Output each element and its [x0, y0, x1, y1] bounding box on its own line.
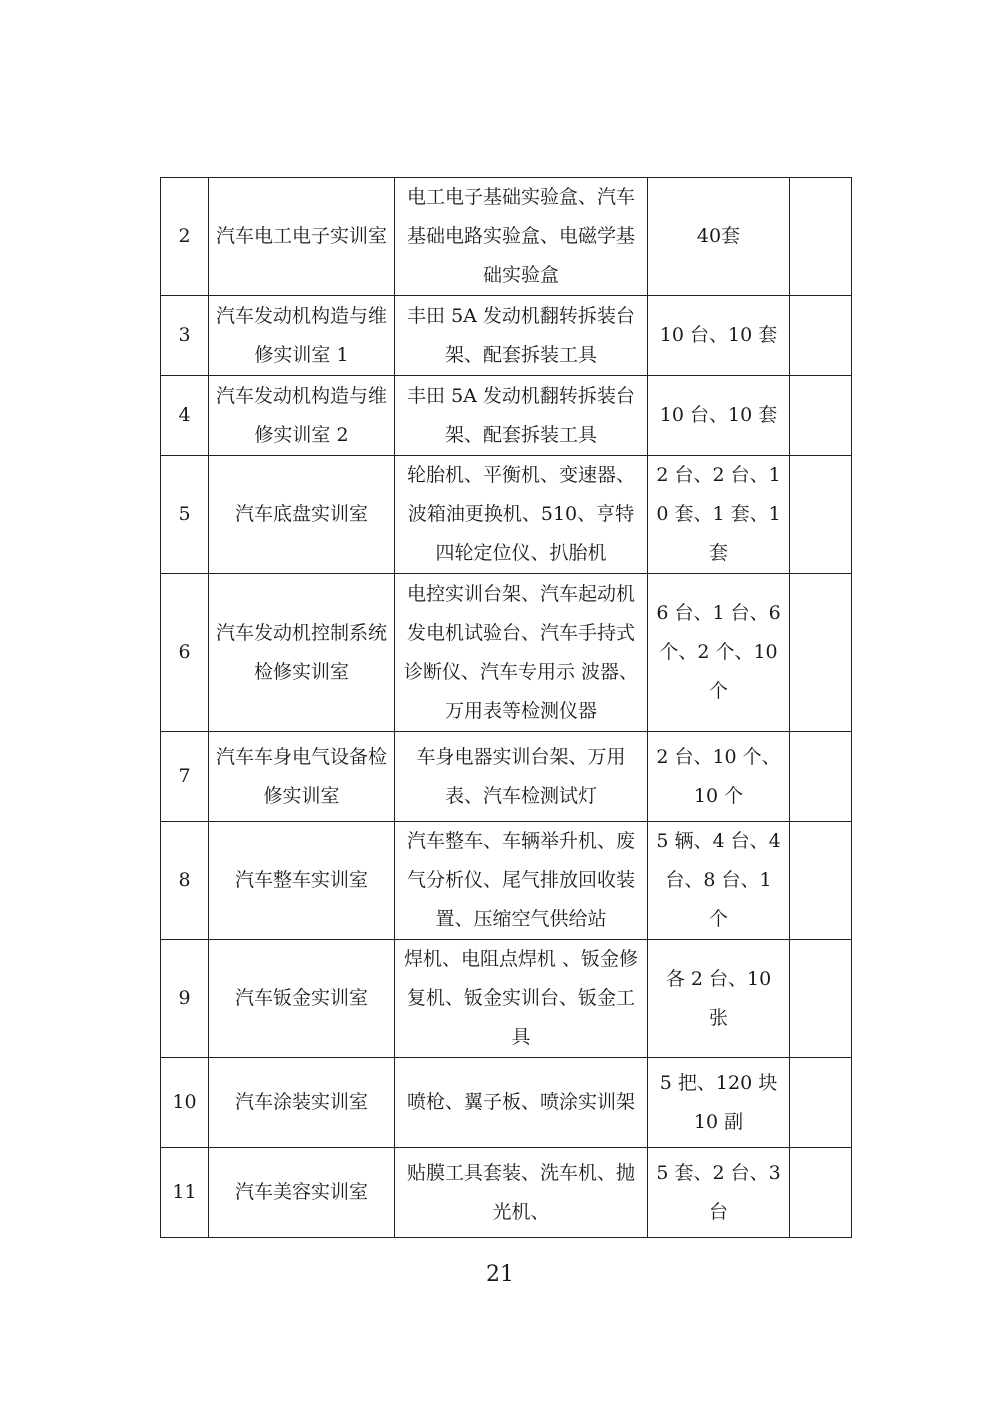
- row-number: 8: [161, 822, 209, 940]
- room-name: 汽车发动机控制系统检修实训室: [209, 574, 395, 732]
- table-row: [161, 296, 852, 376]
- remarks: [790, 1058, 852, 1148]
- row-number: 10: [161, 1058, 209, 1148]
- equipment-list: 贴膜工具套装、洗车机、抛光机、: [395, 1148, 648, 1238]
- row-number: 2: [161, 178, 209, 296]
- equipment-quantity: 5 辆、4 台、4 台、8 台、1 个: [648, 822, 790, 940]
- equipment-list: 焊机、电阻点焊机 、钣金修复机、钣金实训台、钣金工具: [395, 940, 648, 1058]
- equipment-list: 汽车整车、车辆举升机、废气分析仪、尾气排放回收装置、压缩空气供给站: [395, 822, 648, 940]
- remarks: [790, 574, 852, 732]
- row-number: 7: [161, 732, 209, 822]
- equipment-quantity: 5 把、120 块 10 副: [648, 1058, 790, 1148]
- table-row: [161, 732, 852, 822]
- equipment-table: [160, 177, 852, 1238]
- equipment-quantity: 2 台、10 个、10 个: [648, 732, 790, 822]
- table-row: [161, 376, 852, 456]
- table-body: [161, 178, 852, 1238]
- equipment-quantity: 2 台、2 台、10 套、1 套、1 套: [648, 456, 790, 574]
- remarks: [790, 376, 852, 456]
- row-number: 11: [161, 1148, 209, 1238]
- row-number: 9: [161, 940, 209, 1058]
- remarks: [790, 822, 852, 940]
- remarks: [790, 732, 852, 822]
- remarks: [790, 456, 852, 574]
- equipment-quantity: 5 套、2 台、3 台: [648, 1148, 790, 1238]
- table-row: [161, 178, 852, 296]
- room-name: 汽车底盘实训室: [209, 456, 395, 574]
- equipment-list: 丰田 5A 发动机翻转拆装台架、配套拆装工具: [395, 296, 648, 376]
- table-row: [161, 456, 852, 574]
- room-name: 汽车钣金实训室: [209, 940, 395, 1058]
- room-name: 汽车涂装实训室: [209, 1058, 395, 1148]
- row-number: 6: [161, 574, 209, 732]
- row-number: 3: [161, 296, 209, 376]
- equipment-list: 电工电子基础实验盒、汽车基础电路实验盒、电磁学基础实验盒: [395, 178, 648, 296]
- room-name: 汽车发动机构造与维修实训室 1: [209, 296, 395, 376]
- table-row: [161, 1148, 852, 1238]
- table-row: [161, 1058, 852, 1148]
- equipment-quantity: 40套: [648, 178, 790, 296]
- equipment-list: 喷枪、翼子板、喷涂实训架: [395, 1058, 648, 1148]
- table-row: [161, 822, 852, 940]
- remarks: [790, 1148, 852, 1238]
- room-name: 汽车发动机构造与维修实训室 2: [209, 376, 395, 456]
- equipment-list: 车身电器实训台架、万用表、汽车检测试灯: [395, 732, 648, 822]
- room-name: 汽车车身电气设备检修实训室: [209, 732, 395, 822]
- remarks: [790, 296, 852, 376]
- equipment-quantity: 10 台、10 套: [648, 376, 790, 456]
- page-number: 21: [486, 1262, 514, 1287]
- room-name: 汽车美容实训室: [209, 1148, 395, 1238]
- table-row: [161, 574, 852, 732]
- table-row: [161, 940, 852, 1058]
- equipment-list: 轮胎机、平衡机、变速器、波箱油更换机、510、亨特四轮定位仪、扒胎机: [395, 456, 648, 574]
- equipment-list: 丰田 5A 发动机翻转拆装台架、配套拆装工具: [395, 376, 648, 456]
- equipment-quantity: 6 台、1 台、6 个、2 个、10 个: [648, 574, 790, 732]
- remarks: [790, 940, 852, 1058]
- row-number: 5: [161, 456, 209, 574]
- equipment-quantity: 10 台、10 套: [648, 296, 790, 376]
- equipment-quantity: 各 2 台、10 张: [648, 940, 790, 1058]
- equipment-list: 电控实训台架、汽车起动机发电机试验台、汽车手持式诊断仪、汽车专用示 波器、万用表等检测仪器: [395, 574, 648, 732]
- room-name: 汽车整车实训室: [209, 822, 395, 940]
- row-number: 4: [161, 376, 209, 456]
- room-name: 汽车电工电子实训室: [209, 178, 395, 296]
- remarks: [790, 178, 852, 296]
